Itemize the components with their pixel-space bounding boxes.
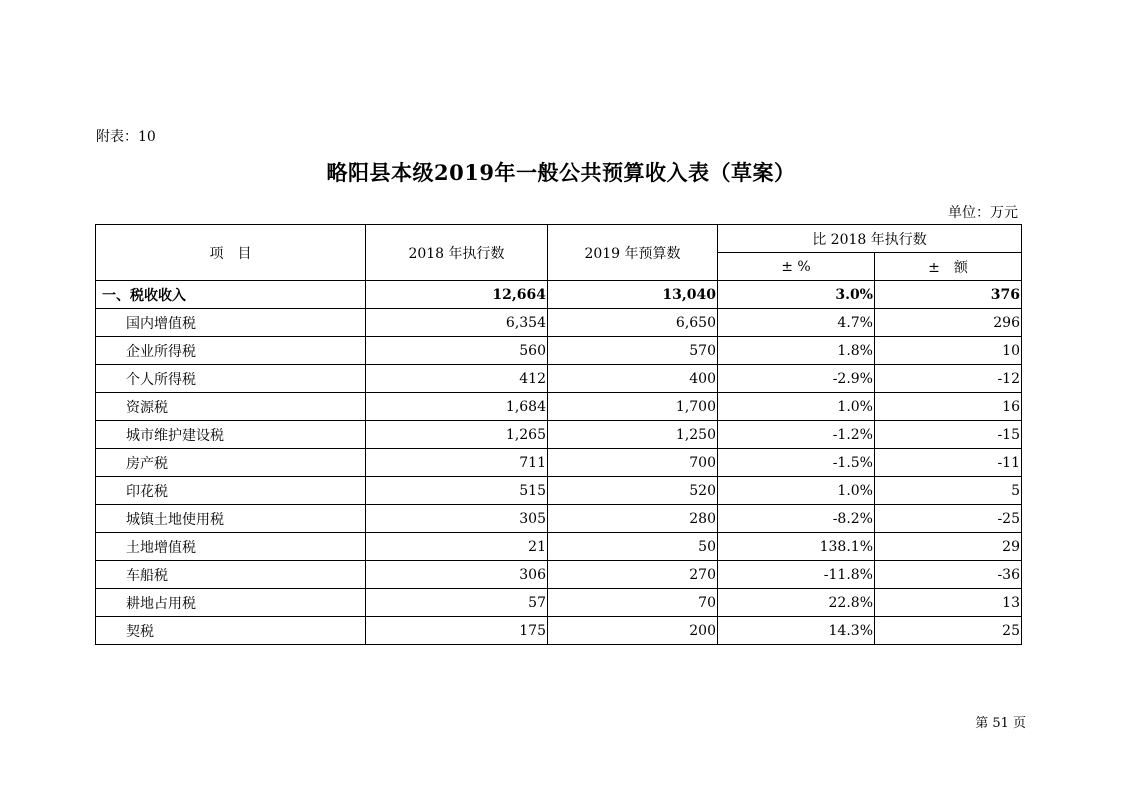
row-exec-2018: 305 bbox=[366, 505, 548, 533]
row-amount: 16 bbox=[875, 393, 1022, 421]
row-exec-2018: 12,664 bbox=[366, 281, 548, 309]
row-budget-2019: 50 bbox=[548, 533, 718, 561]
row-budget-2019: 400 bbox=[548, 365, 718, 393]
row-name: 资源税 bbox=[96, 393, 366, 421]
table-row bbox=[96, 393, 1022, 421]
row-budget-2019: 570 bbox=[548, 337, 718, 365]
row-budget-2019: 1,250 bbox=[548, 421, 718, 449]
row-amount: 25 bbox=[875, 617, 1022, 645]
column-header-exec-2018: 2018 年执行数 bbox=[366, 225, 548, 281]
table-row bbox=[96, 337, 1022, 365]
row-name: 一、税收收入 bbox=[96, 281, 366, 309]
row-amount: 296 bbox=[875, 309, 1022, 337]
row-exec-2018: 57 bbox=[366, 589, 548, 617]
row-pct: -8.2% bbox=[718, 505, 875, 533]
row-exec-2018: 306 bbox=[366, 561, 548, 589]
row-name: 车船税 bbox=[96, 561, 366, 589]
row-budget-2019: 13,040 bbox=[548, 281, 718, 309]
row-name: 印花税 bbox=[96, 477, 366, 505]
table-row bbox=[96, 449, 1022, 477]
row-exec-2018: 711 bbox=[366, 449, 548, 477]
row-budget-2019: 200 bbox=[548, 617, 718, 645]
row-pct: -1.5% bbox=[718, 449, 875, 477]
row-pct: 22.8% bbox=[718, 589, 875, 617]
table-row bbox=[96, 309, 1022, 337]
row-name: 耕地占用税 bbox=[96, 589, 366, 617]
page-title: 略阳县本级2019年一般公共预算收入表（草案） bbox=[326, 160, 796, 185]
table-row bbox=[96, 365, 1022, 393]
table-row bbox=[96, 589, 1022, 617]
row-amount: 29 bbox=[875, 533, 1022, 561]
table-row bbox=[96, 533, 1022, 561]
table-row bbox=[96, 421, 1022, 449]
row-amount: -25 bbox=[875, 505, 1022, 533]
row-amount: 10 bbox=[875, 337, 1022, 365]
row-name: 企业所得税 bbox=[96, 337, 366, 365]
column-header-budget-2019: 2019 年预算数 bbox=[548, 225, 718, 281]
row-pct: 3.0% bbox=[718, 281, 875, 309]
column-header-compare-group: 比 2018 年执行数 bbox=[718, 225, 1022, 253]
table-row bbox=[96, 617, 1022, 645]
row-pct: 4.7% bbox=[718, 309, 875, 337]
table-row bbox=[96, 477, 1022, 505]
column-header-pct: ± % bbox=[718, 253, 875, 281]
row-name: 城市维护建设税 bbox=[96, 421, 366, 449]
table-body bbox=[96, 281, 1022, 645]
row-name: 土地增值税 bbox=[96, 533, 366, 561]
row-exec-2018: 1,684 bbox=[366, 393, 548, 421]
row-exec-2018: 1,265 bbox=[366, 421, 548, 449]
row-name: 国内增值税 bbox=[96, 309, 366, 337]
row-amount: 376 bbox=[875, 281, 1022, 309]
table-row-total bbox=[96, 281, 1022, 309]
row-amount: 5 bbox=[875, 477, 1022, 505]
row-pct: 138.1% bbox=[718, 533, 875, 561]
unit-label: 单位：万元 bbox=[948, 205, 1018, 221]
row-budget-2019: 280 bbox=[548, 505, 718, 533]
row-amount: -11 bbox=[875, 449, 1022, 477]
budget-revenue-table bbox=[95, 224, 1022, 645]
row-exec-2018: 21 bbox=[366, 533, 548, 561]
row-pct: -11.8% bbox=[718, 561, 875, 589]
column-header-item: 项 目 bbox=[96, 225, 366, 281]
row-name: 契税 bbox=[96, 617, 366, 645]
attachment-label: 附表：10 bbox=[96, 129, 156, 145]
table-header bbox=[96, 225, 1022, 281]
row-budget-2019: 6,650 bbox=[548, 309, 718, 337]
row-pct: 1.8% bbox=[718, 337, 875, 365]
row-name: 房产税 bbox=[96, 449, 366, 477]
row-exec-2018: 175 bbox=[366, 617, 548, 645]
row-name: 个人所得税 bbox=[96, 365, 366, 393]
row-exec-2018: 515 bbox=[366, 477, 548, 505]
table-row bbox=[96, 561, 1022, 589]
row-amount: -12 bbox=[875, 365, 1022, 393]
row-amount: -15 bbox=[875, 421, 1022, 449]
row-budget-2019: 520 bbox=[548, 477, 718, 505]
row-pct: -1.2% bbox=[718, 421, 875, 449]
row-name: 城镇土地使用税 bbox=[96, 505, 366, 533]
row-exec-2018: 6,354 bbox=[366, 309, 548, 337]
row-budget-2019: 700 bbox=[548, 449, 718, 477]
row-pct: 1.0% bbox=[718, 477, 875, 505]
row-budget-2019: 70 bbox=[548, 589, 718, 617]
row-budget-2019: 270 bbox=[548, 561, 718, 589]
row-amount: 13 bbox=[875, 589, 1022, 617]
row-amount: -36 bbox=[875, 561, 1022, 589]
row-pct: -2.9% bbox=[718, 365, 875, 393]
row-exec-2018: 412 bbox=[366, 365, 548, 393]
table-row bbox=[96, 505, 1022, 533]
page-number: 第 51 页 bbox=[975, 716, 1026, 731]
row-budget-2019: 1,700 bbox=[548, 393, 718, 421]
row-pct: 1.0% bbox=[718, 393, 875, 421]
column-header-amount: ± 额 bbox=[875, 253, 1022, 281]
row-pct: 14.3% bbox=[718, 617, 875, 645]
row-exec-2018: 560 bbox=[366, 337, 548, 365]
